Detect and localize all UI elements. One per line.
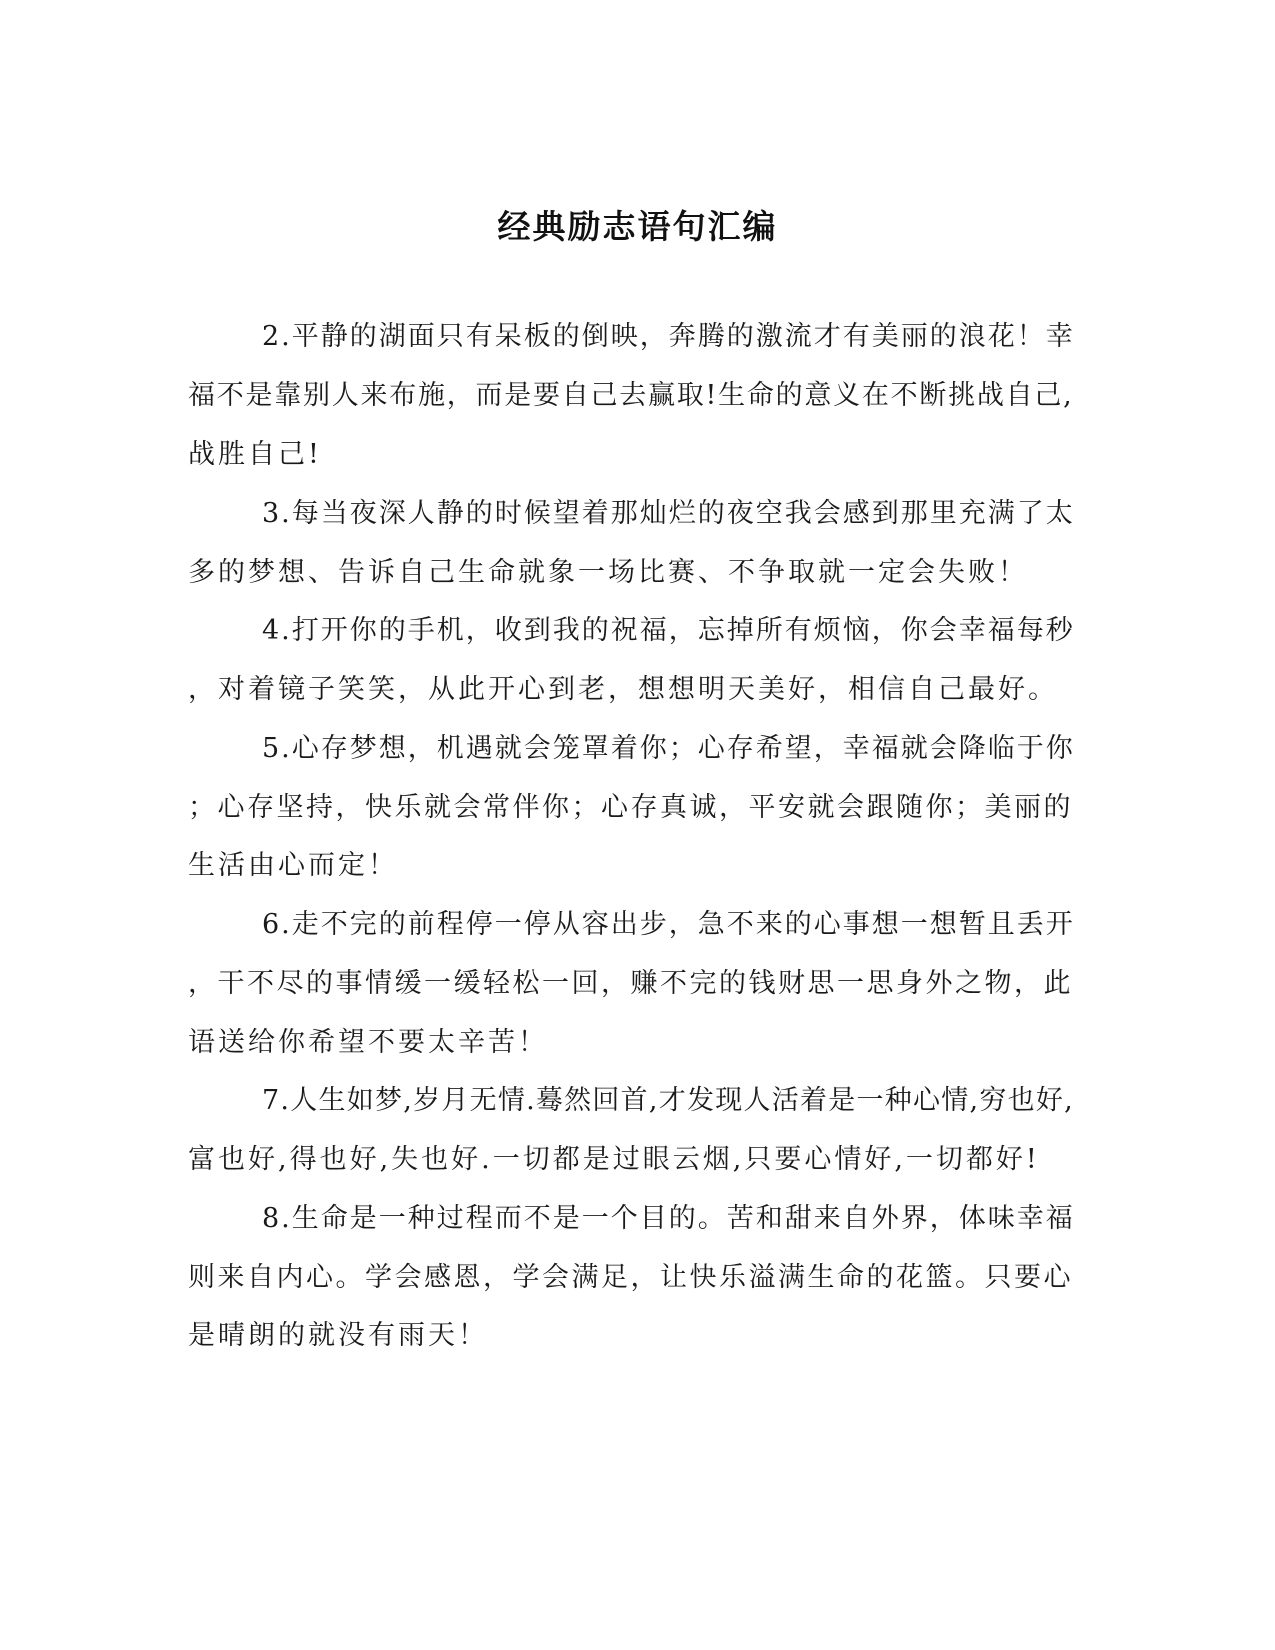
paragraph-8-line-2: 则来自内心。学会感恩，学会满足，让快乐溢满生命的花篮。只要心 (188, 1262, 1073, 1293)
paragraph-5-line-1: 5.心存梦想，机遇就会笼罩着你；心存希望，幸福就会降临于你 (262, 733, 1075, 764)
paragraph-6-line-2: ，干不尽的事情缓一缓轻松一回，赚不完的钱财思一思身外之物，此 (188, 968, 1073, 999)
paragraph-2-line-1: 2.平静的湖面只有呆板的倒映，奔腾的激流才有美丽的浪花！幸 (262, 321, 1075, 352)
paragraph-8-line-1: 8.生命是一种过程而不是一个目的。苦和甜来自外界，体味幸福 (262, 1203, 1075, 1234)
paragraph-6-line-3: 语送给你希望不要太辛苦！ (188, 1027, 548, 1058)
document-title: 经典励志语句汇编 (497, 207, 778, 246)
paragraph-4-line-2: ，对着镜子笑笑，从此开心到老，想想明天美好，相信自己最好。 (188, 674, 1058, 705)
paragraph-5-line-3: 生活由心而定！ (188, 850, 398, 881)
paragraph-7-line-1: 7.人生如梦,岁月无情.蓦然回首,才发现人活着是一种心情,穷也好, (262, 1085, 1074, 1116)
paragraph-3-line-1: 3.每当夜深人静的时候望着那灿烂的夜空我会感到那里充满了太 (262, 498, 1075, 529)
paragraph-2-line-3: 战胜自己! (188, 439, 322, 470)
paragraph-2-line-2: 福不是靠别人来布施，而是要自己去赢取!生命的意义在不断挑战自己, (188, 380, 1074, 411)
paragraph-4-line-1: 4.打开你的手机，收到我的祝福，忘掉所有烦恼，你会幸福每秒 (262, 615, 1075, 646)
paragraph-8-line-3: 是晴朗的就没有雨天！ (188, 1320, 488, 1351)
paragraph-5-line-2: ；心存坚持，快乐就会常伴你；心存真诚，平安就会跟随你；美丽的 (188, 792, 1073, 823)
paragraph-6-line-1: 6.走不完的前程停一停从容出步，急不来的心事想一想暂且丢开 (262, 909, 1075, 940)
paragraph-7-line-2: 富也好,得也好,失也好.一切都是过眼云烟,只要心情好,一切都好! (188, 1144, 1040, 1175)
paragraph-3-line-2: 多的梦想、告诉自己生命就象一场比赛、不争取就一定会失败！ (188, 557, 1028, 588)
